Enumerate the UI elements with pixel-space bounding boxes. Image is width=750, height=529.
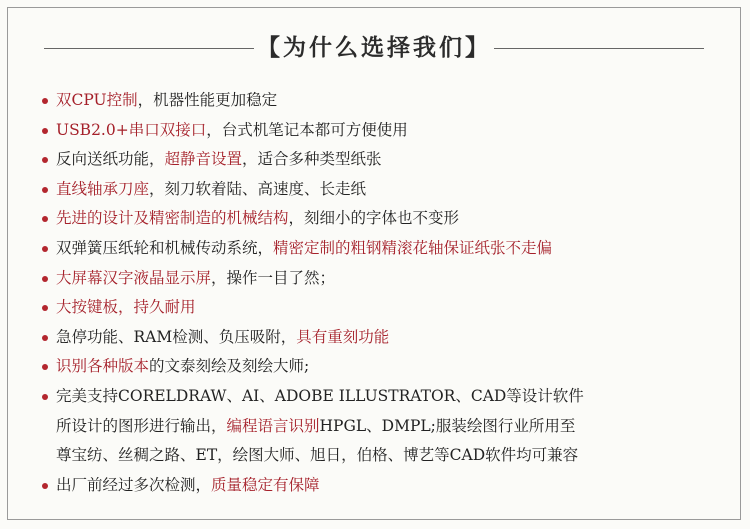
highlight-text: 精密定制的粗钢精滚花轴保证纸张不走偏 [273, 238, 553, 257]
highlight-text: 大屏幕汉字液晶显示屏 [56, 268, 212, 287]
feature-list [40, 86, 730, 500]
highlight-text: 双CPU控制 [56, 91, 138, 109]
list-item [40, 234, 730, 264]
item-text: HPGL、DMPL;服装绘图行业所用至 [319, 416, 576, 435]
list-item [40, 323, 730, 353]
list-item-continuation [40, 412, 730, 442]
item-text: ，适合多种类型纸张 [242, 150, 382, 169]
item-text: 完美支持CORELDRAW、AI、ADOBE ILLUSTRATOR、CAD等设计软件 [56, 386, 584, 405]
list-item [40, 86, 730, 116]
list-item [40, 204, 730, 234]
bullet-icon [42, 276, 48, 282]
item-text: ，台式机笔记本都可方便使用 [206, 120, 408, 139]
highlight-text: 大按键板，持久耐用 [56, 298, 196, 317]
highlight-text: 先进的设计及精密制造的机械结构 [56, 209, 289, 228]
bullet-icon [42, 187, 48, 193]
section-header [44, 31, 704, 65]
highlight-text: 具有重刻功能 [296, 327, 390, 346]
item-text: ，刻细小的字体也不变形 [288, 209, 460, 228]
bullet-icon [42, 305, 48, 311]
highlight-text: 超静音设置 [164, 150, 243, 169]
item-text: ，操作一目了然； [211, 268, 336, 287]
list-item [40, 293, 730, 323]
item-text: ，机器性能更加稳定 [137, 91, 278, 109]
bullet-icon [42, 157, 48, 163]
bullet-icon [42, 216, 48, 222]
item-text: 的文泰刻绘及刻绘大师; [149, 357, 310, 376]
highlight-text: 编程语言识别 [226, 416, 320, 435]
highlight-text: 识别各种版本 [56, 357, 150, 376]
list-item [40, 382, 730, 412]
item-text: 尊宝纺、丝稠之路、ET，绘图大师、旭日，伯格、博艺等CAD软件均可兼容 [56, 446, 579, 465]
item-text: 出厂前经过多次检测， [56, 475, 212, 494]
bullet-icon [42, 128, 48, 134]
highlight-text: 质量稳定有保障 [211, 475, 320, 494]
bullet-icon [42, 335, 48, 341]
item-text: 所设计的图形进行输出， [56, 416, 227, 435]
list-item [40, 264, 730, 294]
list-item [40, 116, 730, 146]
bullet-icon [42, 246, 48, 252]
highlight-text: USB2.0+串口双接口 [56, 120, 207, 139]
bullet-icon [42, 364, 48, 370]
list-item [40, 145, 730, 175]
header-divider-left [44, 48, 254, 49]
bullet-icon [42, 98, 48, 104]
item-text: ，刻刀软着陆、高速度、长走纸 [149, 179, 367, 198]
header-divider-right [494, 48, 704, 49]
bullet-icon [42, 483, 48, 489]
bullet-icon [42, 394, 48, 400]
page-title: 【为什么选择我们】 [257, 34, 491, 61]
list-item-continuation [40, 441, 730, 471]
item-text: 反向送纸功能， [56, 150, 165, 169]
list-item [40, 352, 730, 382]
highlight-text: 直线轴承刀座 [56, 179, 150, 198]
item-text: 急停功能、RAM检测、负压吸附， [56, 327, 297, 346]
item-text: 双弹簧压纸轮和机械传动系统， [56, 238, 274, 257]
list-item [40, 471, 730, 501]
list-item [40, 175, 730, 205]
